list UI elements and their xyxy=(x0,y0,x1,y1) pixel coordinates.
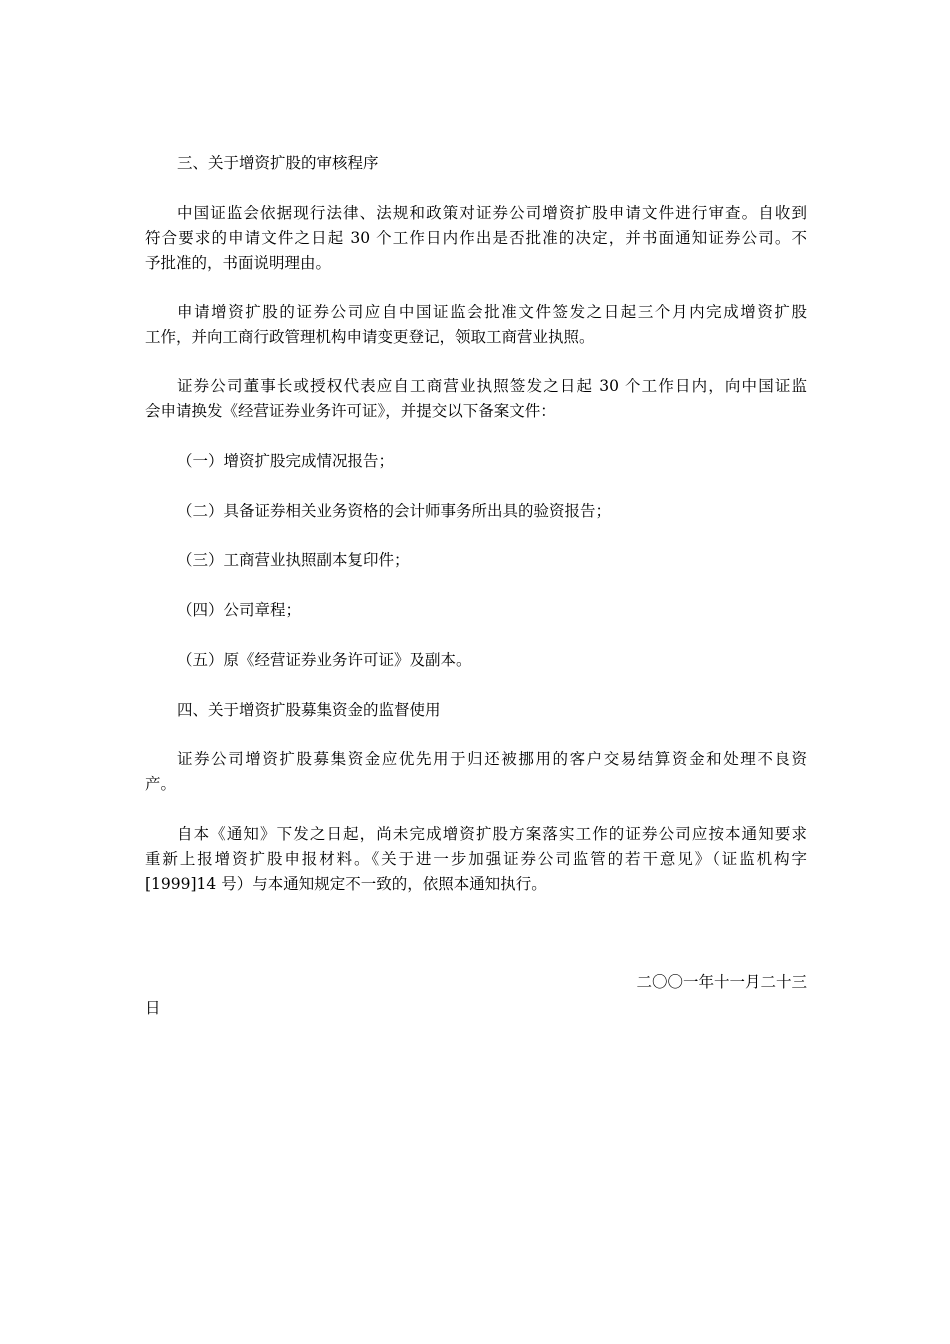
list-item-4: （四）公司章程； xyxy=(177,601,302,619)
section-3-para-2-line-1: 申请增资扩股的证券公司应自中国证监会批准文件签发之日起三个月内完成增资扩股 xyxy=(177,303,807,321)
section-4-para-2-line-2: 重新上报增资扩股申报材料。《关于进一步加强证券公司监管的若干意见》（证监机构字 xyxy=(145,850,807,868)
list-item-3: （三）工商营业执照副本复印件； xyxy=(177,551,410,569)
list-item-1: （一）增资扩股完成情况报告； xyxy=(177,452,395,470)
section-4-para-2-line-1: 自本《通知》下发之日起，尚未完成增资扩股方案落实工作的证券公司应按本通知要求 xyxy=(177,825,807,843)
section-3-heading: 三、关于增资扩股的审核程序 xyxy=(177,154,379,172)
section-3-para-3-line-1: 证券公司董事长或授权代表应自工商营业执照签发之日起 30 个工作日内，向中国证监 xyxy=(177,377,807,395)
section-4-para-2-line-3: [1999]14 号）与本通知规定不一致的，依照本通知执行。 xyxy=(145,875,547,893)
date-line-1: 二〇〇一年十一月二十三 xyxy=(636,973,807,991)
section-4-para-1-line-1: 证券公司增资扩股募集资金应优先用于归还被挪用的客户交易结算资金和处理不良资 xyxy=(177,750,807,768)
section-3-para-1-line-1: 中国证监会依据现行法律、法规和政策对证券公司增资扩股申请文件进行审查。自收到 xyxy=(177,204,807,222)
list-item-2: （二）具备证券相关业务资格的会计师事务所出具的验资报告； xyxy=(177,502,612,520)
section-4-para-1-line-2: 产。 xyxy=(145,775,177,793)
section-4-heading: 四、关于增资扩股募集资金的监督使用 xyxy=(177,701,441,719)
section-3-para-3-line-2: 会申请换发《经营证券业务许可证》，并提交以下备案文件： xyxy=(145,402,556,420)
section-3-para-1-line-2: 符合要求的申请文件之日起 30 个工作日内作出是否批准的决定，并书面通知证券公司。不 xyxy=(145,229,807,247)
section-3-para-2-line-2: 工作，并向工商行政管理机构申请变更登记，领取工商营业执照。 xyxy=(145,328,595,346)
list-item-5: （五）原《经营证券业务许可证》及副本。 xyxy=(177,651,472,669)
date-line-2: 日 xyxy=(145,999,161,1017)
section-3-para-1-line-3: 予批准的，书面说明理由。 xyxy=(145,254,332,272)
